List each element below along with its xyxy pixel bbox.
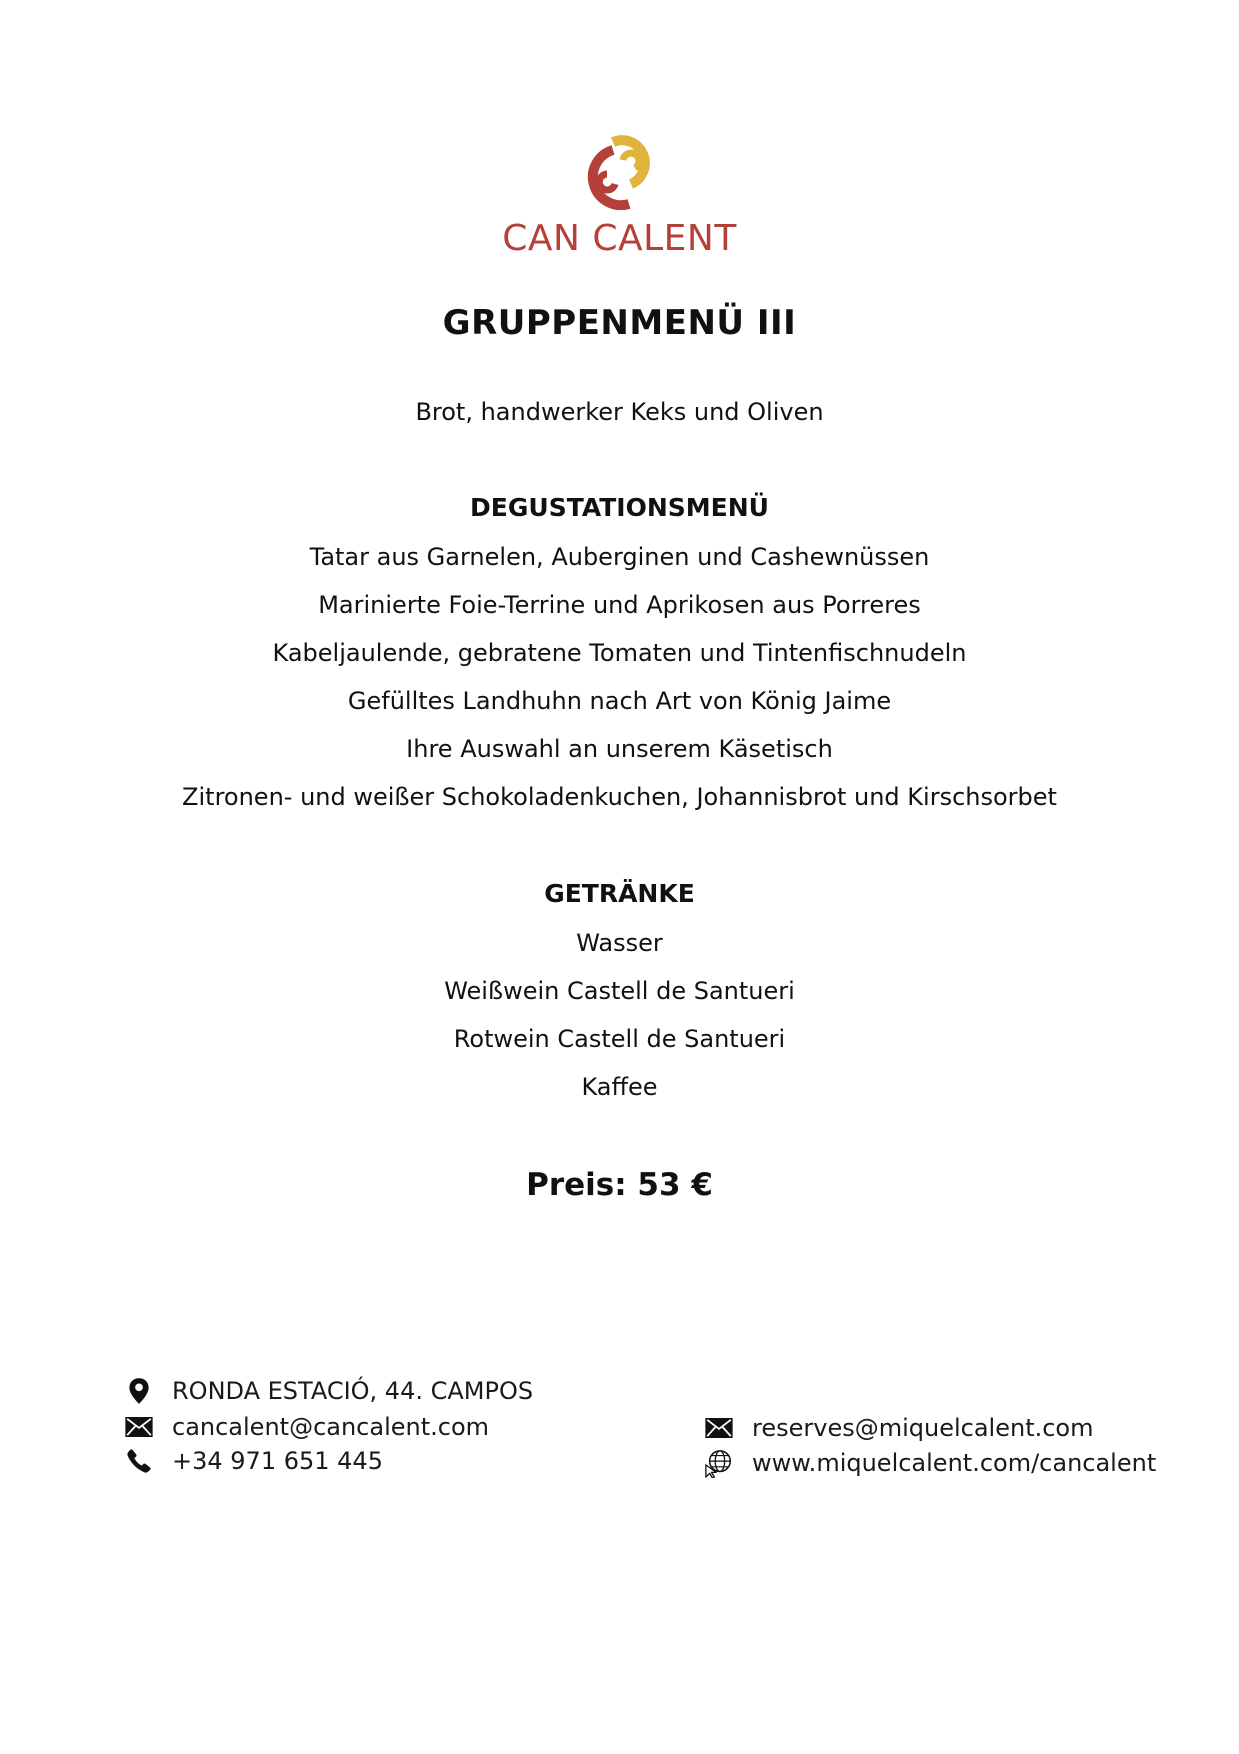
contact-website-text[interactable]: www.miquelcalent.com/cancalent (752, 1449, 1157, 1477)
section-heading-degustation: DEGUSTATIONSMENÜ (470, 493, 769, 522)
brand-name: CAN CALENT (502, 218, 737, 259)
contact-reservations[interactable] (704, 1413, 1093, 1443)
brand-logo (0, 126, 1239, 259)
menu-item: Tatar aus Garnelen, Auberginen und Cashewnüssen (309, 543, 930, 571)
menu-intro: Brot, handwerker Keks und Oliven (415, 398, 824, 426)
menu-price: Preis: 53 € (526, 1167, 713, 1203)
contact-phone[interactable] (124, 1446, 383, 1476)
envelope-icon (124, 1412, 154, 1442)
phone-icon (124, 1446, 154, 1476)
section-heading-drinks: GETRÄNKE (544, 879, 695, 908)
contact-website[interactable] (704, 1448, 1156, 1478)
location-pin-icon (124, 1376, 154, 1406)
can-calent-logo-icon (583, 126, 657, 210)
menu-item: Weißwein Castell de Santueri (444, 977, 795, 1005)
contact-email[interactable] (124, 1412, 489, 1442)
envelope-icon (704, 1413, 734, 1443)
menu-item: Kabeljaulende, gebratene Tomaten und Tintenfischnudeln (272, 639, 967, 667)
globe-cursor-icon (704, 1448, 734, 1478)
contact-phone-text[interactable]: +34 971 651 445 (172, 1447, 383, 1475)
contact-address-text: RONDA ESTACIÓ, 44. CAMPOS (172, 1377, 534, 1405)
menu-title: GRUPPENMENÜ III (442, 303, 797, 343)
contact-address (124, 1376, 533, 1406)
menu-item: Zitronen- und weißer Schokoladenkuchen, Johannisbrot und Kirschsorbet (182, 783, 1057, 811)
contact-email-text[interactable]: cancalent@cancalent.com (172, 1413, 490, 1441)
menu-item: Marinierte Foie-Terrine und Aprikosen aus Porreres (318, 591, 921, 619)
menu-item: Wasser (576, 929, 663, 957)
menu-item: Ihre Auswahl an unserem Käsetisch (406, 735, 833, 763)
menu-item: Gefülltes Landhuhn nach Art von König Jaime (347, 687, 892, 715)
menu-item: Kaffee (581, 1073, 658, 1101)
menu-item: Rotwein Castell de Santueri (453, 1025, 786, 1053)
contact-reservations-text[interactable]: reserves@miquelcalent.com (752, 1414, 1094, 1442)
